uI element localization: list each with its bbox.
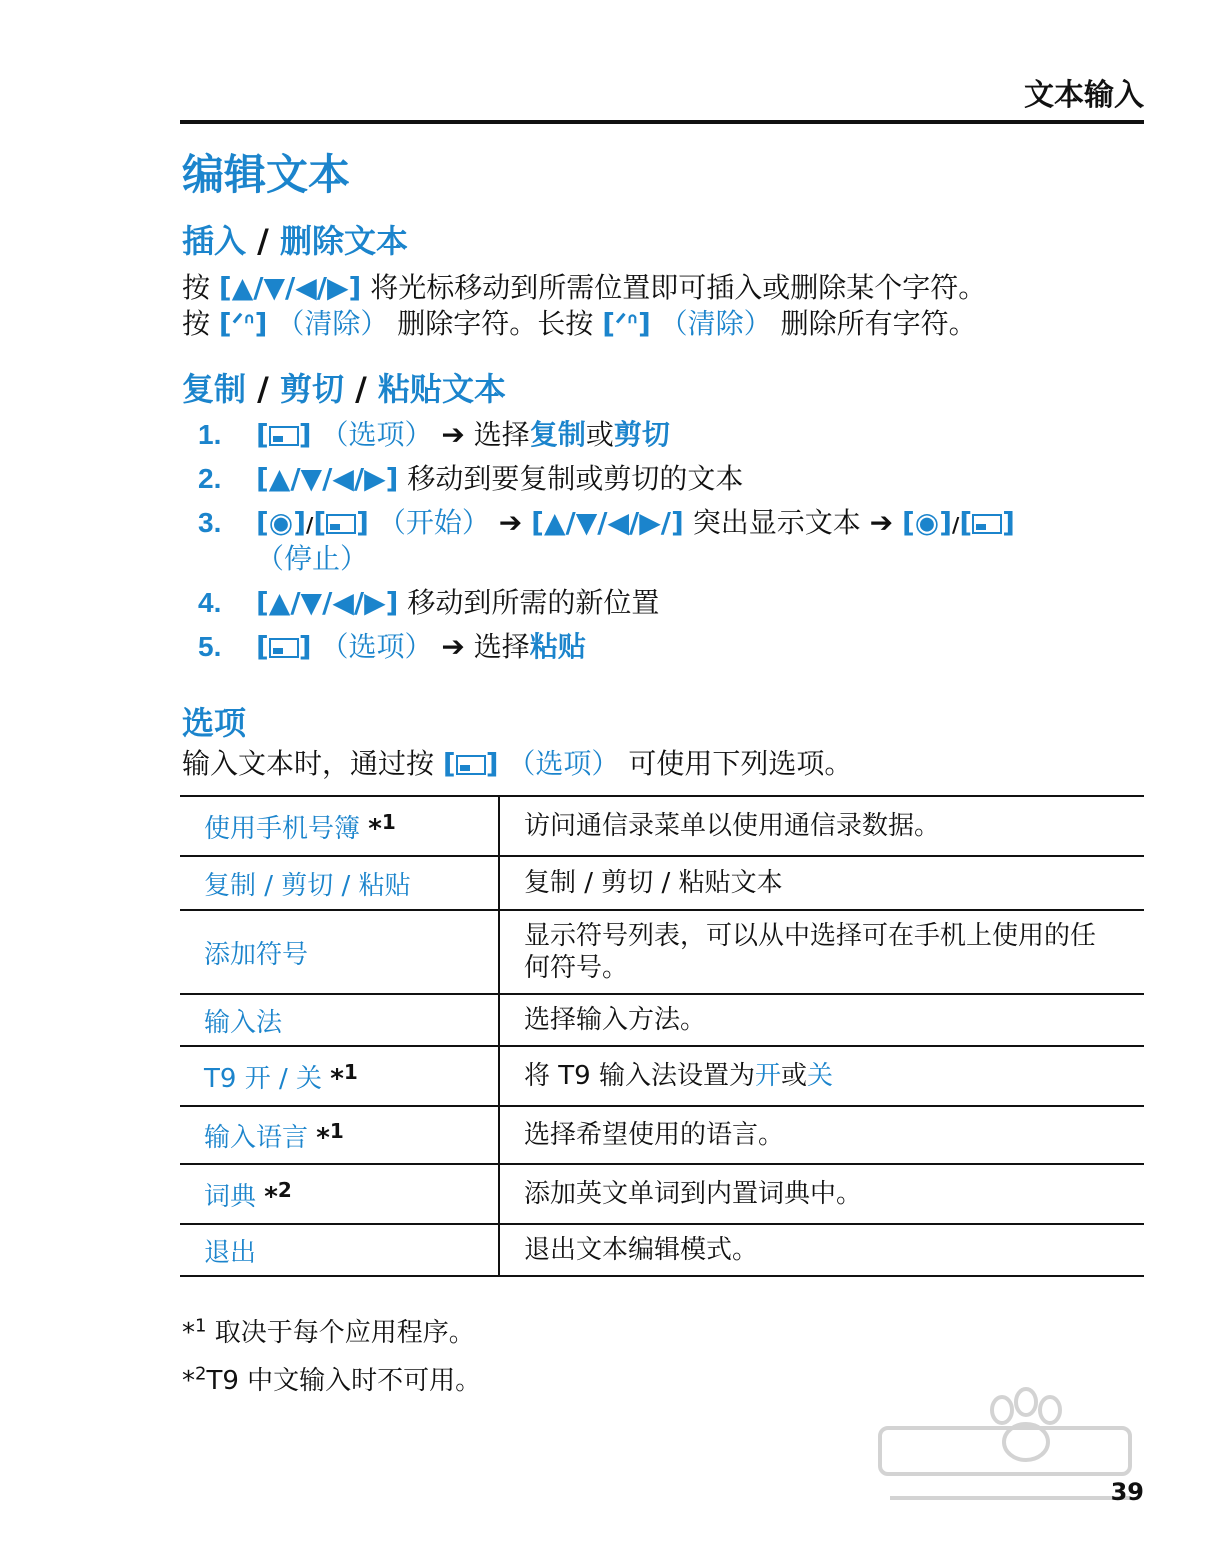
- arrow-icon: ➔: [441, 630, 465, 663]
- insert-paragraph: [182, 270, 986, 342]
- table-row: [180, 1164, 1144, 1224]
- option-name: 使用手机号簿 *$^1$: [180, 796, 499, 856]
- text: 选择: [473, 418, 530, 451]
- nav-keys: [▲/▼/◀/▶]: [256, 462, 399, 495]
- arrow-icon: ➔: [441, 418, 465, 451]
- text: 移动到要复制或剪切的文本: [407, 462, 744, 495]
- option-name: 退出: [180, 1224, 499, 1276]
- insert-line-2: [182, 306, 986, 342]
- option-name: 输入语言 *$^1$: [180, 1106, 499, 1164]
- nav-keys: [▲/▼/◀/▶]: [218, 271, 362, 304]
- step-2: [198, 462, 1158, 496]
- clear-key-icon: [ᐟᐢ]: [218, 307, 268, 340]
- step-number: 4.: [198, 587, 222, 618]
- heading-copy-cut-paste: [182, 364, 506, 410]
- step-5: [198, 630, 1158, 664]
- step-3: 3. [◉]/[ ] （开始） ➔ [▲/▼/◀/▶/] 突出显示文本 ➔ [◉]/[ ] （停止）: [198, 506, 1015, 575]
- softkey-icon: [ ]: [442, 747, 499, 780]
- page-number: 39: [1110, 1478, 1144, 1506]
- table-row: [180, 1106, 1144, 1164]
- clear-softkey-label: （清除）: [659, 307, 772, 340]
- step-number: 1.: [198, 419, 222, 450]
- ok-key-icon: [◉]: [256, 506, 307, 539]
- heading-part: 插入: [182, 222, 247, 260]
- text: 或: [585, 418, 614, 451]
- option-desc: 复制 / 剪切 / 粘贴文本: [499, 856, 1144, 910]
- heading-part: 粘贴文本: [377, 370, 506, 408]
- option-name: 输入法: [180, 994, 499, 1046]
- option-desc: 将 T9 输入法设置为开或关: [499, 1046, 1144, 1106]
- clear-softkey-label: （清除）: [276, 307, 389, 340]
- clear-key-icon: [ᐟᐢ]: [602, 307, 651, 340]
- table-row: [180, 994, 1144, 1046]
- arrow-icon: ➔: [498, 506, 523, 539]
- options-softkey-label: （选项）: [507, 747, 620, 780]
- footnote-2: *$^2$T9 中文输入时不可用。: [182, 1363, 482, 1396]
- footnote-1: *$^1$ 取决于每个应用程序。: [182, 1315, 475, 1348]
- heading-insert-delete: [182, 216, 408, 262]
- insert-line-1: [182, 270, 986, 306]
- nav-keys: [▲/▼/◀/▶/]: [531, 506, 684, 539]
- options-softkey-label: （选项）: [320, 630, 433, 663]
- option-desc: 显示符号列表，可以从中选择可在手机上使用的任何符号。: [499, 910, 1144, 994]
- menu-term: 复制: [529, 418, 586, 451]
- option-desc: 访问通信录菜单以使用通信录数据。: [499, 796, 1144, 856]
- options-softkey-label: （选项）: [320, 418, 433, 451]
- option-desc: 选择输入方法。: [499, 994, 1144, 1046]
- table-row: [180, 910, 1144, 994]
- arrow-icon: ➔: [869, 506, 894, 539]
- softkey-icon: [ ]: [256, 418, 312, 451]
- options-table: [180, 795, 1144, 1277]
- text: 可使用下列选项。: [628, 747, 853, 780]
- heading-sep: /: [257, 222, 269, 260]
- step-number: 3.: [198, 507, 222, 538]
- option-name: T9 开 / 关 *$^1$: [180, 1046, 499, 1106]
- text: 按: [182, 271, 211, 304]
- heading-part: 删除文本: [279, 222, 408, 260]
- step-1: [198, 418, 1158, 452]
- heading-sep: /: [355, 370, 367, 408]
- watermark-logo: [870, 1380, 1150, 1520]
- softkey-icon: [ ]: [959, 506, 1015, 539]
- options-intro: [182, 746, 852, 782]
- heading-part: 剪切: [279, 370, 344, 408]
- text: 将光标移动到所需位置即可插入或删除某个字符。: [370, 271, 987, 304]
- option-desc: 添加英文单词到内置词典中。: [499, 1164, 1144, 1224]
- option-name: 添加符号: [180, 910, 499, 994]
- softkey-icon: [ ]: [256, 630, 312, 663]
- menu-term: 剪切: [613, 418, 670, 451]
- step-number: 2.: [198, 463, 222, 494]
- heading-part: 复制: [182, 370, 247, 408]
- text: 选择: [473, 630, 530, 663]
- start-softkey-label: （开始）: [377, 506, 490, 539]
- header-rule: [180, 120, 1144, 124]
- text: 突出显示文本: [692, 506, 861, 539]
- menu-term: 粘贴: [529, 630, 586, 663]
- option-desc: 退出文本编辑模式。: [499, 1224, 1144, 1276]
- heading-sep: /: [257, 370, 269, 408]
- text: 输入文本时，通过按: [182, 747, 435, 780]
- header-title: 文本输入: [1024, 78, 1144, 113]
- heading-options: 选项: [182, 704, 247, 742]
- page-title: 编辑文本: [182, 150, 351, 199]
- table-row: [180, 856, 1144, 910]
- step-number: 5.: [198, 631, 222, 662]
- stop-softkey-label: （停止）: [256, 542, 369, 575]
- option-desc: 选择希望使用的语言。: [499, 1106, 1144, 1164]
- text: 删除所有字符。: [780, 307, 977, 340]
- option-name: 词典 *$^2$: [180, 1164, 499, 1224]
- option-name: 复制 / 剪切 / 粘贴: [180, 856, 499, 910]
- table-row: [180, 1224, 1144, 1276]
- text: 删除字符。长按: [397, 307, 594, 340]
- nav-keys: [▲/▼/◀/▶]: [256, 586, 399, 619]
- step-4: [198, 586, 1158, 620]
- copy-steps: [198, 418, 1158, 674]
- ok-key-icon: [◉]: [901, 506, 953, 539]
- table-row: [180, 1046, 1144, 1106]
- softkey-icon: [ ]: [313, 506, 369, 539]
- table-row: [180, 796, 1144, 856]
- text: 移动到所需的新位置: [407, 586, 660, 619]
- text: 按: [182, 307, 211, 340]
